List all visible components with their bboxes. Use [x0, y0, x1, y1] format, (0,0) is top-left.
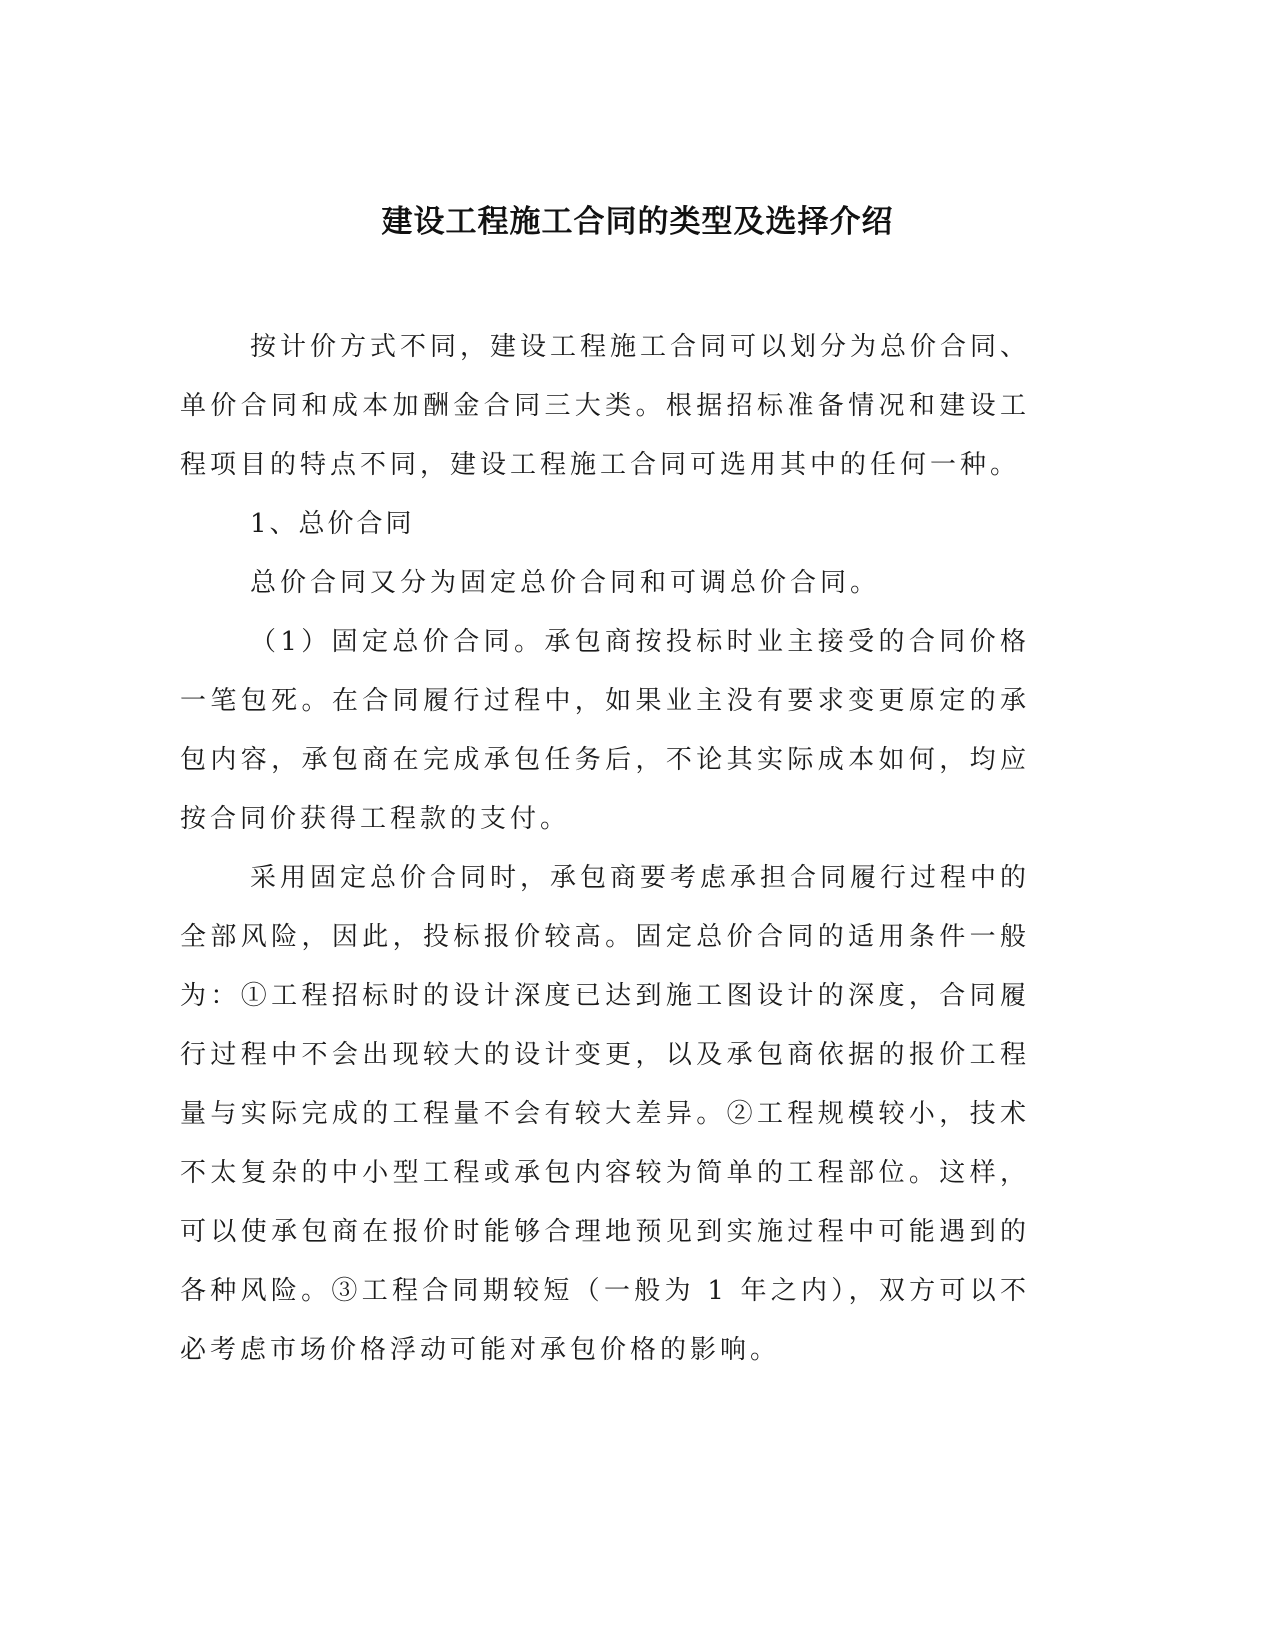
section-heading-lump-sum-contract: 1、总价合同 [250, 509, 415, 539]
document-title: 建设工程施工合同的类型及选择介绍 [381, 204, 894, 240]
document-body [180, 318, 1030, 1380]
intro-paragraph: 按计价方式不同，建设工程施工合同可以划分为总价合同、单价合同和成本加酬金合同三大类。根据招标准备情况和建设工程项目的特点不同，建设工程施工合同可选用其中的任何一种。 [180, 332, 1031, 480]
lump-sum-types-paragraph: 总价合同又分为固定总价合同和可调总价合同。 [250, 568, 881, 598]
fixed-lump-sum-conditions-paragraph: 采用固定总价合同时，承包商要考虑承担合同履行过程中的全部风险，因此，投标报价较高。固定总价合同的适用条件一般为：①工程招标时的设计深度已达到施工图设计的深度，合同履行过程中不会出现较大的设计变更，以及承包商依据的报价工程量与实际完成的工程量不会有较大差异。②工程规模较小，技术不太复杂的中小型工程或承包内容较为简单的工程部位。这样，可以使承包商在报价时能够合理地预见到实施过程中可能遇到的各种风险。③工程合同期较短（一般为 1 年之内），双方可以不必考虑市场价格浮动可能对承包价格的影响。 [180, 863, 1031, 1365]
fixed-lump-sum-paragraph: （1）固定总价合同。承包商按投标时业主接受的合同价格一笔包死。在合同履行过程中，如果业主没有要求变更原定的承包内容，承包商在完成承包任务后，不论其实际成本如何，均应按合同价获得工程款的支付。 [180, 627, 1030, 834]
